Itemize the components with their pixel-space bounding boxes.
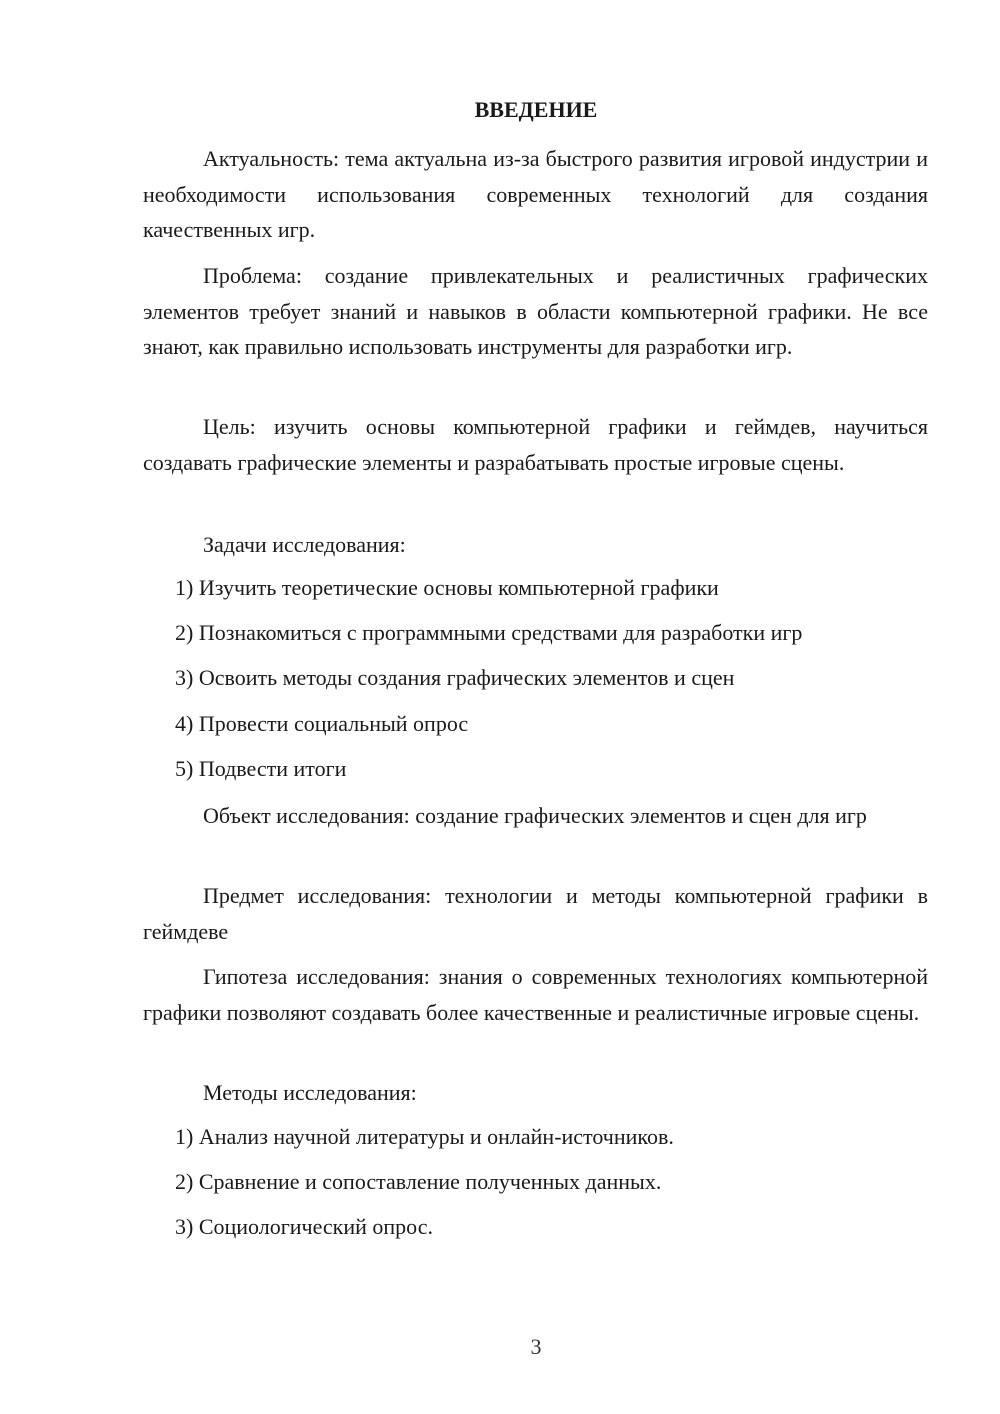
page-title: ВВЕДЕНИЕ xyxy=(474,97,598,122)
object-paragraph: Объект исследования: создание графических элементов и сцен для игр xyxy=(203,803,867,828)
goal-paragraph: Цель: изучить основы компьютерной графики и геймдев, научиться создавать графические элементы и разрабатывать простые игровые сцены. xyxy=(143,414,928,475)
problem-paragraph: Проблема: создание привлекательных и реалистичных графических элементов требует знаний и навыков в области компьютерной графики. Не все знают, как правильно использовать инструменты для разработки игр. xyxy=(143,263,928,359)
task-item: 4) Провести социальный опрос xyxy=(175,711,469,736)
methods-heading: Методы исследования: xyxy=(203,1080,417,1105)
task-item: 2) Познакомиться с программными средствами для разработки игр xyxy=(175,620,803,645)
task-item: 1) Изучить теоретические основы компьютерной графики xyxy=(175,575,719,600)
task-item: 3) Освоить методы создания графических элементов и сцен xyxy=(175,665,735,690)
task-item: 5) Подвести итоги xyxy=(175,756,347,781)
method-item: 1) Анализ научной литературы и онлайн-источников. xyxy=(175,1124,674,1149)
hypothesis-paragraph: Гипотеза исследования: знания о современных технологиях компьютерной графики позволяют создавать более качественные и реалистичные игровые сцены. xyxy=(143,964,928,1025)
relevance-paragraph: Актуальность: тема актуальна из-за быстрого развития игровой индустрии и необходимости использования современных технологий для создания качественных игр. xyxy=(143,146,928,242)
page-number: 3 xyxy=(530,1334,542,1359)
method-item: 2) Сравнение и сопоставление полученных данных. xyxy=(175,1169,662,1194)
method-item: 3) Социологический опрос. xyxy=(175,1214,433,1239)
subject-paragraph: Предмет исследования: технологии и методы компьютерной графики в геймдеве xyxy=(143,883,928,944)
tasks-heading: Задачи исследования: xyxy=(203,532,406,557)
